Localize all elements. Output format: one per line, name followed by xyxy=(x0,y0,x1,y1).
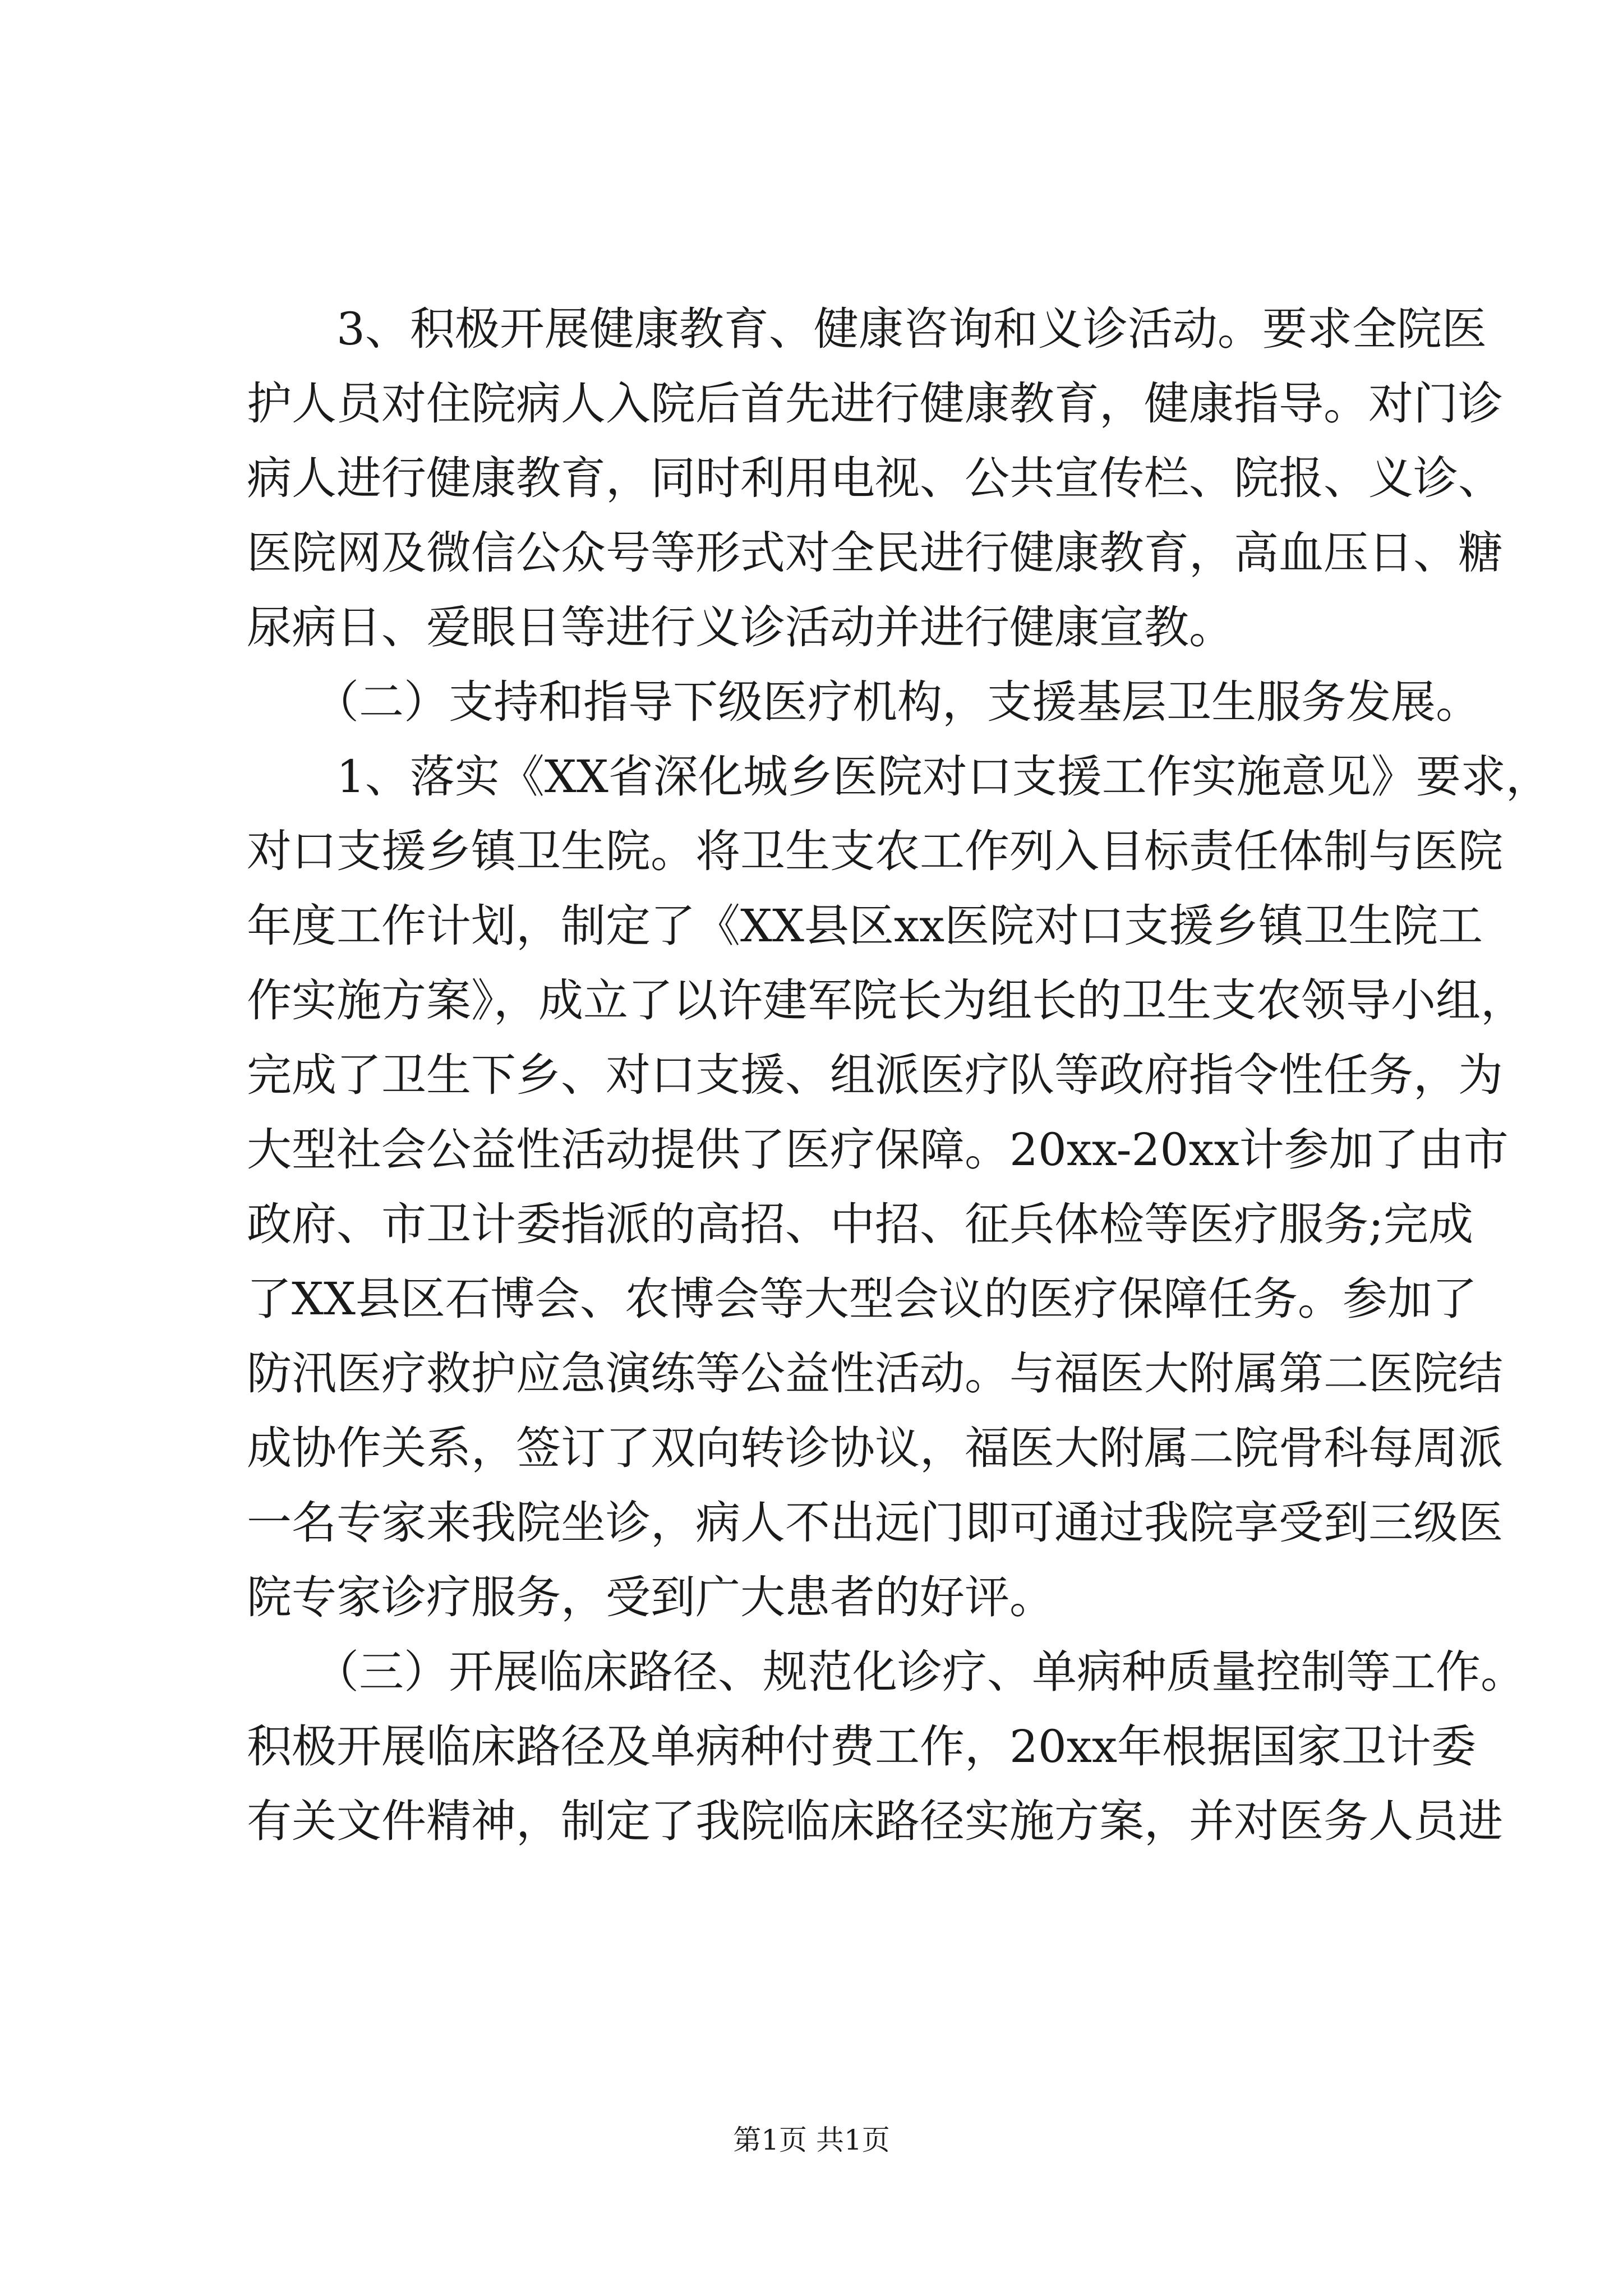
text-line: 3、积极开展健康教育、健康咨询和义诊活动。要求全院医 xyxy=(247,303,1487,355)
text-line: 年度工作计划，制定了《XX县区xx医院对口支援乡镇卫生院工 xyxy=(247,900,1483,952)
text-line: 医院网及微信公众号等形式对全民进行健康教育，高血压日、糖 xyxy=(247,527,1503,579)
text-line: 有关文件精神，制定了我院临床路径实施方案，并对医务人员进 xyxy=(247,1795,1503,1847)
text-line: 政府、市卫计委指派的高招、中招、征兵体检等医疗服务;完成 xyxy=(247,1198,1473,1250)
text-line: 院专家诊疗服务，受到广大患者的好评。 xyxy=(247,1571,1054,1623)
document-body xyxy=(247,292,1551,1858)
text-line: 护人员对住院病人入院后首先进行健康教育，健康指导。对门诊 xyxy=(247,378,1503,430)
text-line: 对口支援乡镇卫生院。将卫生支农工作列入目标责任体制与医院 xyxy=(247,825,1503,877)
text-line: 积极开展临床路径及单病种付费工作，20xx年根据国家卫计委 xyxy=(247,1720,1477,1773)
text-line: （三）开展临床路径、规范化诊疗、单病种质量控制等工作。 xyxy=(247,1646,1525,1698)
text-line: 成协作关系，签订了双向转诊协议，福医大附属二院骨科每周派 xyxy=(247,1422,1503,1474)
text-line: 作实施方案》，成立了以许建军院长为组长的卫生支农领导小组， xyxy=(247,974,1525,1027)
text-line: 防汛医疗救护应急演练等公益性活动。与福医大附属第二医院结 xyxy=(247,1347,1503,1400)
text-line: （二）支持和指导下级医疗机构，支援基层卫生服务发展。 xyxy=(247,676,1481,728)
text-line: 了XX县区石博会、农博会等大型会议的医疗保障任务。参加了 xyxy=(247,1273,1477,1325)
text-line: 病人进行健康教育，同时利用电视、公共宣传栏、院报、义诊、 xyxy=(247,452,1503,504)
text-line: 1、落实《XX省深化城乡医院对口支援工作实施意见》要求， xyxy=(247,751,1551,803)
text-line: 大型社会公益性活动提供了医疗保障。20xx-20xx计参加了由市 xyxy=(247,1124,1509,1176)
page-footer: 第1页 共1页 xyxy=(733,2124,890,2156)
text-line: 完成了卫生下乡、对口支援、组派医疗队等政府指令性任务，为 xyxy=(247,1049,1503,1101)
text-line: 一名专家来我院坐诊，病人不出远门即可通过我院享受到三级医 xyxy=(247,1497,1503,1549)
text-line: 尿病日、爱眼日等进行义诊活动并进行健康宣教。 xyxy=(247,601,1234,654)
